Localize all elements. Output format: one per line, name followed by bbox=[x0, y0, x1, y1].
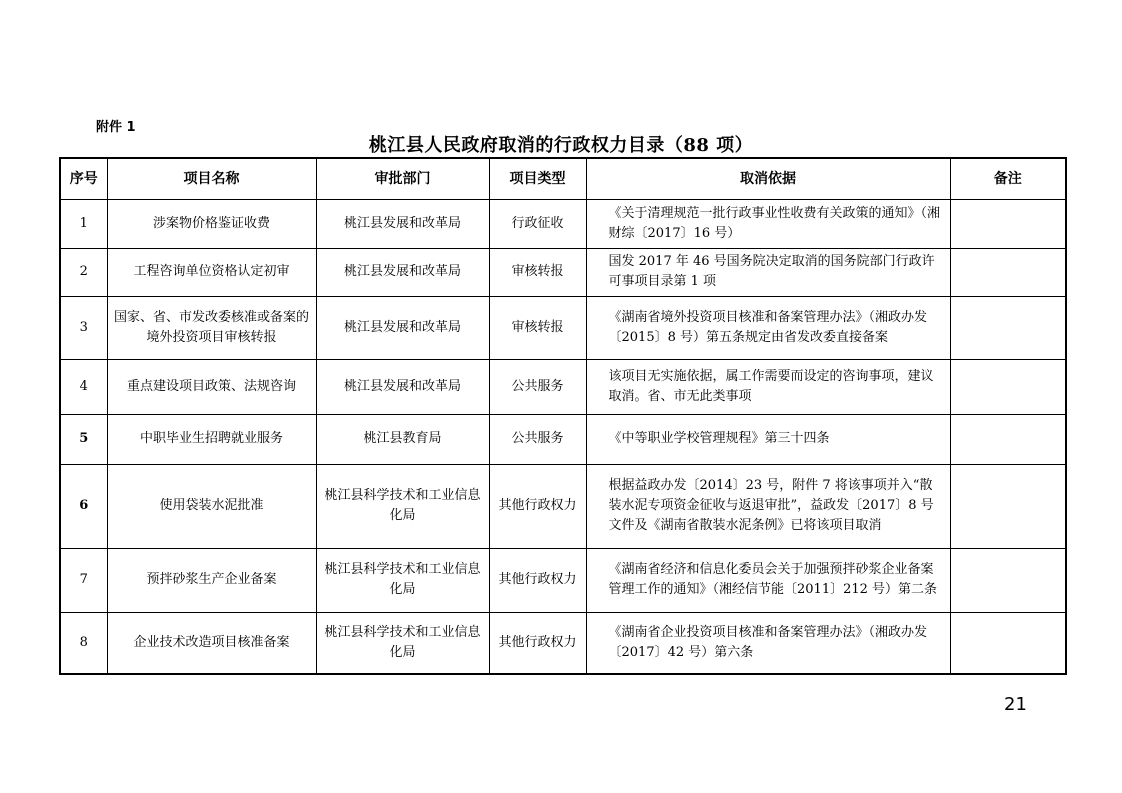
power-list-table bbox=[59, 157, 1067, 675]
cell-seq: 7 bbox=[60, 548, 107, 612]
cell-name: 使用袋装水泥批准 bbox=[107, 464, 316, 548]
cell-type: 公共服务 bbox=[489, 359, 586, 414]
cell-seq: 4 bbox=[60, 359, 107, 414]
cell-type: 其他行政权力 bbox=[489, 464, 586, 548]
cell-basis: 《湖南省境外投资项目核准和备案管理办法》（湘政办发〔2015〕8 号）第五条规定由省发改委直接备案 bbox=[586, 296, 950, 359]
cell-type: 审核转报 bbox=[489, 248, 586, 296]
cell-type: 行政征收 bbox=[489, 199, 586, 248]
cell-seq: 6 bbox=[60, 464, 107, 548]
cell-type: 公共服务 bbox=[489, 414, 586, 464]
attachment-label: 附件 1 bbox=[96, 120, 136, 135]
table-row bbox=[60, 548, 1066, 612]
cell-basis: 国发 2017 年 46 号国务院决定取消的国务院部门行政许可事项目录第 1 项 bbox=[586, 248, 950, 296]
cell-name: 国家、省、市发改委核准或备案的境外投资项目审核转报 bbox=[107, 296, 316, 359]
table-row bbox=[60, 464, 1066, 548]
cell-name: 中职毕业生招聘就业服务 bbox=[107, 414, 316, 464]
cell-remark bbox=[950, 199, 1066, 248]
cell-dept: 桃江县发展和改革局 bbox=[316, 199, 489, 248]
cell-type: 其他行政权力 bbox=[489, 612, 586, 674]
cell-basis: 《湖南省企业投资项目核准和备案管理办法》（湘政办发〔2017〕42 号）第六条 bbox=[586, 612, 950, 674]
table-row bbox=[60, 296, 1066, 359]
col-header-type: 项目类型 bbox=[489, 158, 586, 199]
cell-basis: 该项目无实施依据，属工作需要而设定的咨询事项，建议取消。省、市无此类事项 bbox=[586, 359, 950, 414]
cell-remark bbox=[950, 548, 1066, 612]
cell-seq: 1 bbox=[60, 199, 107, 248]
page-number: 21 bbox=[1004, 694, 1027, 715]
col-header-remark: 备注 bbox=[950, 158, 1066, 199]
cell-dept: 桃江县科学技术和工业信息化局 bbox=[316, 612, 489, 674]
table-row bbox=[60, 199, 1066, 248]
cell-basis: 《湖南省经济和信息化委员会关于加强预拌砂浆企业备案管理工作的通知》（湘经信节能〔2011〕212 号）第二条 bbox=[586, 548, 950, 612]
cell-remark bbox=[950, 612, 1066, 674]
cell-remark bbox=[950, 248, 1066, 296]
cell-seq: 8 bbox=[60, 612, 107, 674]
header-row bbox=[60, 158, 1066, 199]
table-row bbox=[60, 414, 1066, 464]
col-header-basis: 取消依据 bbox=[586, 158, 950, 199]
cell-type: 其他行政权力 bbox=[489, 548, 586, 612]
cell-dept: 桃江县发展和改革局 bbox=[316, 296, 489, 359]
cell-dept: 桃江县发展和改革局 bbox=[316, 359, 489, 414]
cell-name: 重点建设项目政策、法规咨询 bbox=[107, 359, 316, 414]
cell-seq: 3 bbox=[60, 296, 107, 359]
cell-name: 工程咨询单位资格认定初审 bbox=[107, 248, 316, 296]
table-row bbox=[60, 359, 1066, 414]
col-header-name: 项目名称 bbox=[107, 158, 316, 199]
cell-name: 企业技术改造项目核准备案 bbox=[107, 612, 316, 674]
cell-type: 审核转报 bbox=[489, 296, 586, 359]
cell-basis: 《中等职业学校管理规程》第三十四条 bbox=[586, 414, 950, 464]
cell-remark bbox=[950, 414, 1066, 464]
col-header-dept: 审批部门 bbox=[316, 158, 489, 199]
cell-basis: 《关于清理规范一批行政事业性收费有关政策的通知》（湘财综〔2017〕16 号） bbox=[586, 199, 950, 248]
table-row bbox=[60, 612, 1066, 674]
cell-dept: 桃江县科学技术和工业信息化局 bbox=[316, 464, 489, 548]
cell-name: 涉案物价格鉴证收费 bbox=[107, 199, 316, 248]
cell-seq: 5 bbox=[60, 414, 107, 464]
table-row bbox=[60, 248, 1066, 296]
cell-basis: 根据益政办发〔2014〕23 号，附件 7 将该事项并入“散装水泥专项资金征收与返退审批”，益政发〔2017〕8 号文件及《湖南省散装水泥条例》已将该项目取消 bbox=[586, 464, 950, 548]
cell-remark bbox=[950, 464, 1066, 548]
cell-dept: 桃江县发展和改革局 bbox=[316, 248, 489, 296]
cell-dept: 桃江县教育局 bbox=[316, 414, 489, 464]
cell-dept: 桃江县科学技术和工业信息化局 bbox=[316, 548, 489, 612]
cell-remark bbox=[950, 359, 1066, 414]
cell-name: 预拌砂浆生产企业备案 bbox=[107, 548, 316, 612]
cell-remark bbox=[950, 296, 1066, 359]
cell-seq: 2 bbox=[60, 248, 107, 296]
col-header-seq: 序号 bbox=[60, 158, 107, 199]
document-title: 桃江县人民政府取消的行政权力目录（88 项） bbox=[368, 135, 754, 156]
